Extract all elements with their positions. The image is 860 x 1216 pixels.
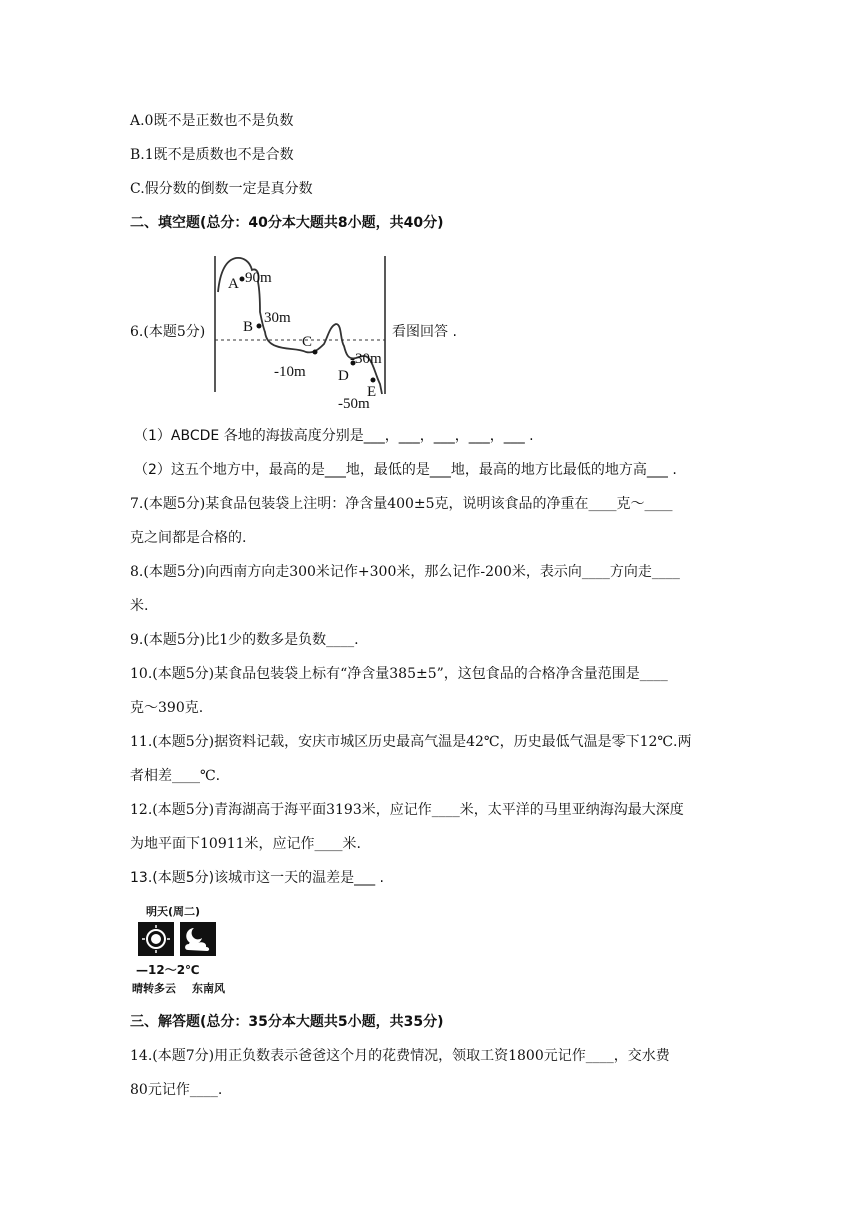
label-minus-50m: -50m: [338, 396, 370, 412]
point-b: [257, 324, 262, 329]
q8-line1: 8.(本题5分)向西南方向走300米记作+300米，那么记作-200米，表示向____方向走____: [130, 564, 680, 580]
q10-line2: 克～390克.: [130, 700, 204, 716]
q11-line1: 11.(本题5分)据资料记载，安庆市城区历史最高气温是42℃，历史最低气温是零下12℃.两: [130, 734, 692, 750]
point-e: [371, 378, 376, 383]
label-30m: 30m: [264, 310, 291, 326]
q12-line2: 为地平面下10911米，应记作____米.: [130, 836, 361, 852]
section-3-heading: 三、解答题(总分：35分本大题共5小题，共35分): [130, 1014, 444, 1030]
q8-line2: 米.: [130, 598, 149, 614]
label-minus-10m: -10m: [274, 364, 306, 380]
q6-sub2: （2）这五个地方中，最高的是___地，最低的是___地，最高的地方比最低的地方高___ .: [134, 462, 677, 478]
cloud-moon-icon: [180, 922, 216, 956]
terrain-elevation-figure: [210, 252, 390, 412]
q12-line1: 12.(本题5分)青海湖高于海平面3193米，应记作____米，太平洋的马里亚纳海沟最大深度: [130, 802, 684, 818]
point-c: [313, 350, 318, 355]
q6-sub1: （1）ABCDE 各地的海拔高度分别是___，___，___，___，___ .: [134, 428, 534, 444]
sun-icon: [138, 922, 174, 956]
label-d: D: [338, 368, 349, 384]
label-a: A: [228, 276, 239, 292]
q14-line2: 80元记作____.: [130, 1082, 223, 1098]
label-e: E: [367, 384, 377, 400]
q7-line1: 7.(本题5分)某食品包装袋上注明：净含量400±5克，说明该食品的净重在____克～____: [130, 496, 673, 512]
q9-line1: 9.(本题5分)比1少的数多是负数____.: [130, 632, 359, 648]
option-b: B.1既不是质数也不是合数: [130, 147, 294, 163]
weather-desc: 晴转多云: [132, 982, 176, 995]
option-a: A.0既不是正数也不是负数: [130, 113, 294, 129]
q7-line2: 克之间都是合格的.: [130, 530, 247, 546]
weather-wind: 东南风: [192, 982, 225, 995]
weather-day: 明天(周二): [146, 905, 201, 918]
point-a: [240, 277, 245, 282]
q6-suffix: 看图回答 .: [392, 324, 457, 340]
label-90m: 90m: [245, 270, 272, 286]
label-c: C: [302, 334, 313, 350]
label-b: B: [243, 319, 254, 335]
option-c: C.假分数的倒数一定是真分数: [130, 181, 313, 197]
weather-forecast-card: [130, 900, 240, 1000]
q10-line1: 10.(本题5分)某食品包装袋上标有“净含量385±5”，这包食品的合格净含量范围是____: [130, 666, 668, 682]
q6-prefix: 6.(本题5分): [130, 324, 206, 340]
q14-line1: 14.(本题7分)用正负数表示爸爸这个月的花费情况，领取工资1800元记作____，交水费: [130, 1048, 670, 1064]
q11-line2: 者相差____℃.: [130, 768, 221, 784]
label-minus-30m: -30m: [350, 351, 382, 367]
section-2-heading: 二、填空题(总分：40分本大题共8小题，共40分): [130, 215, 444, 231]
q13-line1: 13.(本题5分)该城市这一天的温差是___ .: [130, 870, 384, 886]
weather-temp: —12～2℃: [136, 963, 200, 977]
